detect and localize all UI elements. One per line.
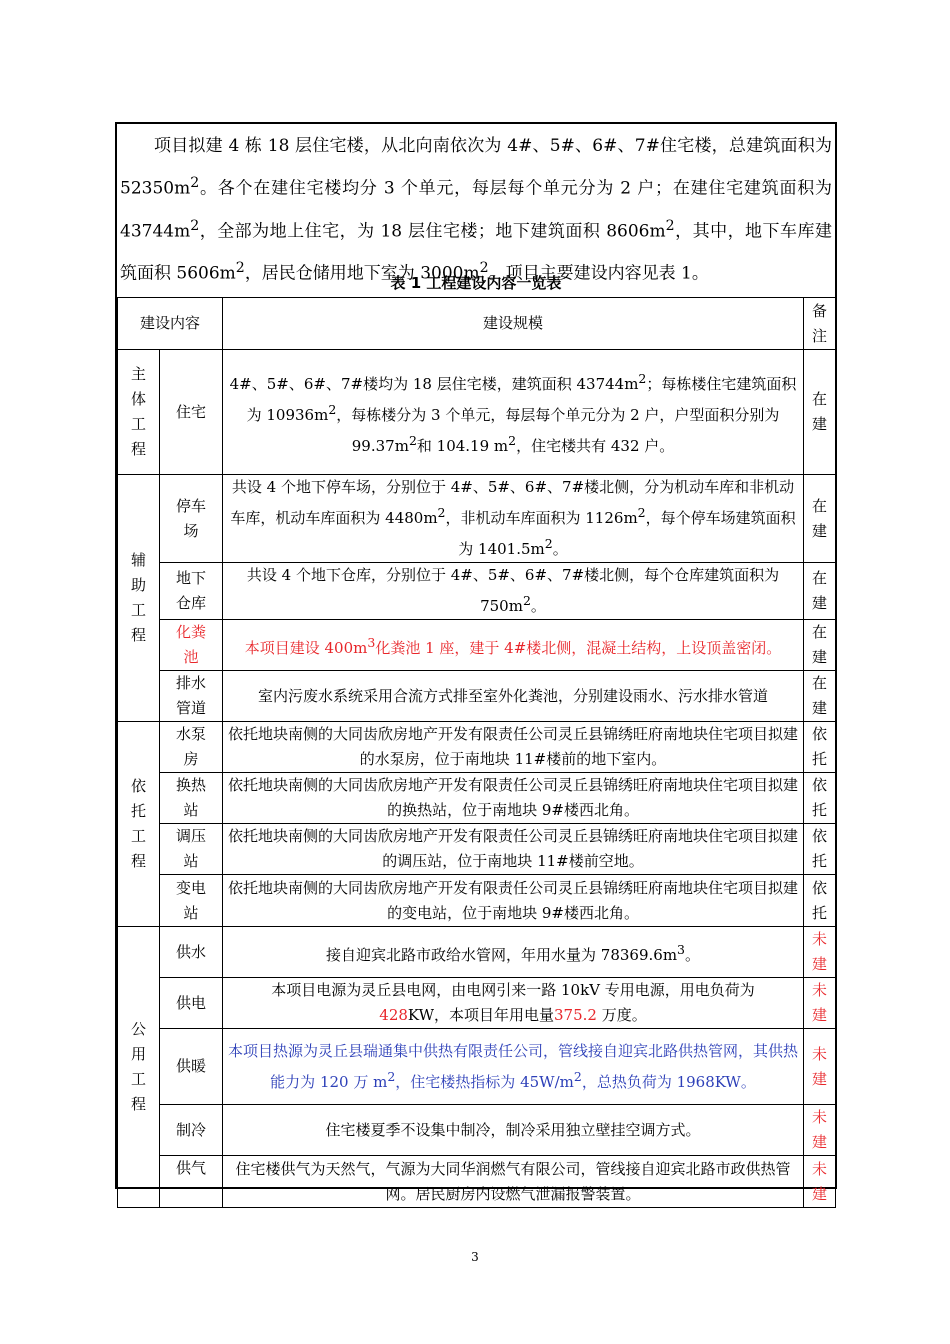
- item-scale: 依托地块南侧的大同齿欣房地产开发有限责任公司灵丘县锦绣旺府南地块住宅项目拟建的调压站，位于南地块 11#楼前空地。: [223, 824, 804, 875]
- header-content: 建设内容: [118, 298, 223, 350]
- item-scale: 接自迎宾北路市政给水管网，年用水量为 $78369.6m^3$。: [223, 927, 804, 978]
- item-note: 依托: [804, 722, 836, 773]
- table-row: [118, 620, 836, 671]
- category-public: 公用工程: [118, 927, 160, 1208]
- item-scale: 依托地块南侧的大同齿欣房地产开发有限责任公司灵丘县锦绣旺府南地块住宅项目拟建的水泵房，位于南地块 11#楼前的地下室内。: [223, 722, 804, 773]
- intro-paragraph: 项目拟建 4 栋 18 层住宅楼，从北向南依次为 4#、5#、6#、7#住宅楼，总建筑面积为 $52350m^2$。各个在建住宅楼均分 3 个单元，每层每个单元分为 2 户；在建住宅建筑面积为 $43744m^2$，全部为地上住宅，为 18 层住宅楼；地下建筑面积 $8606m^2$，其中，地下车库建筑面积 $5606m^2$，居民仓储用地下室为 $3000m^2$。项目主要建设内容见表 1。: [120, 136, 833, 284]
- category-main: 主体工程: [118, 350, 160, 475]
- item-note: 未建: [804, 1105, 836, 1156]
- item-scale: 共设 4 个地下停车场，分别位于 4#、5#、6#、7#楼北侧，分为机动车库和非机动车库，机动车库面积为 $4480m^2$，非机动车库面积为 $1126m^2$，每个停车场建筑面积为 $1401.5m^2$。: [223, 475, 804, 563]
- category-aux: 辅助工程: [118, 475, 160, 722]
- item-name: 供暖: [160, 1029, 223, 1105]
- item-name: 供电: [160, 978, 223, 1029]
- item-name: 供水: [160, 927, 223, 978]
- item-note: 未建: [804, 978, 836, 1029]
- table-row: [118, 1029, 836, 1105]
- item-name: 地下仓库: [160, 563, 223, 620]
- item-name: 变电站: [160, 875, 223, 927]
- item-note: 在建: [804, 671, 836, 722]
- header-scale: 建设规模: [223, 298, 804, 350]
- item-scale: 住宅楼供气为天然气，气源为大同华润燃气有限公司，管线接自迎宾北路市政供热管网。居民厨房内设燃气泄漏报警装置。: [223, 1156, 804, 1208]
- item-note: 依托: [804, 773, 836, 824]
- table-row: [118, 927, 836, 978]
- table-row: [118, 1105, 836, 1156]
- item-note: 未建: [804, 927, 836, 978]
- item-scale: 本项目建设 $400m^3$化粪池 1 座，建于 4#楼北侧，混凝土结构，上设顶盖密闭。: [223, 620, 804, 671]
- table-row: [118, 978, 836, 1029]
- category-dependency: 依托工程: [118, 722, 160, 927]
- table-header-row: [118, 298, 836, 350]
- item-note: 在建: [804, 350, 836, 475]
- item-note: 在建: [804, 563, 836, 620]
- item-name: 制冷: [160, 1105, 223, 1156]
- header-note: 备注: [804, 298, 836, 350]
- item-name: 停车场: [160, 475, 223, 563]
- page-number: 3: [471, 1250, 479, 1264]
- table-caption: 表 1 工程建设内容一览表: [390, 274, 562, 292]
- item-scale: 依托地块南侧的大同齿欣房地产开发有限责任公司灵丘县锦绣旺府南地块住宅项目拟建的换热站，位于南地块 9#楼西北角。: [223, 773, 804, 824]
- table-row: [118, 671, 836, 722]
- item-name: 水泵房: [160, 722, 223, 773]
- item-name: 排水管道: [160, 671, 223, 722]
- item-note: 未建: [804, 1156, 836, 1208]
- table-row: [118, 875, 836, 927]
- item-note: 依托: [804, 875, 836, 927]
- construction-content-table: [117, 297, 836, 1208]
- item-name: 换热站: [160, 773, 223, 824]
- item-scale: 本项目热源为灵丘县瑞通集中供热有限责任公司，管线接自迎宾北路供热管网，其供热能力为 120 万 $m^2$，住宅楼热指标为 $45W/m^2$，总热负荷为 1968KW。: [223, 1029, 804, 1105]
- item-note: 未建: [804, 1029, 836, 1105]
- item-note: 在建: [804, 475, 836, 563]
- item-scale: 住宅楼夏季不设集中制冷，制冷采用独立壁挂空调方式。: [223, 1105, 804, 1156]
- item-scale: 共设 4 个地下仓库，分别位于 4#、5#、6#、7#楼北侧，每个仓库建筑面积为 $750m^2$。: [223, 563, 804, 620]
- table-row: [118, 563, 836, 620]
- item-note: 在建: [804, 620, 836, 671]
- table-row: [118, 773, 836, 824]
- item-note: 依托: [804, 824, 836, 875]
- power-annual-value: 375.2: [554, 1006, 597, 1024]
- table-row: [118, 475, 836, 563]
- item-scale: 本项目电源为灵丘县电网，由电网引来一路 10kV 专用电源，用电负荷为 428KW，本项目年用电量375.2 万度。: [223, 978, 804, 1029]
- power-load-value: 428: [379, 1006, 408, 1024]
- table-row: [118, 824, 836, 875]
- item-name: 调压站: [160, 824, 223, 875]
- item-name: 供气: [160, 1156, 223, 1208]
- table-row: [118, 1156, 836, 1208]
- item-name: 住宅: [160, 350, 223, 475]
- table-row: [118, 722, 836, 773]
- item-scale: 4#、5#、6#、7#楼均为 18 层住宅楼，建筑面积 $43744m^2$；每栋楼住宅建筑面积为 $10936m^2$，每栋楼分为 3 个单元，每层每个单元分为 2 户，户型面积分别为 $99.37m^2$和 104.19 $m^2$，住宅楼共有 432 户。: [223, 350, 804, 475]
- item-scale: 室内污废水系统采用合流方式排至室外化粪池，分别建设雨水、污水排水管道: [223, 671, 804, 722]
- item-name: 化粪池: [160, 620, 223, 671]
- table-row: [118, 350, 836, 475]
- item-scale: 依托地块南侧的大同齿欣房地产开发有限责任公司灵丘县锦绣旺府南地块住宅项目拟建的变电站，位于南地块 9#楼西北角。: [223, 875, 804, 927]
